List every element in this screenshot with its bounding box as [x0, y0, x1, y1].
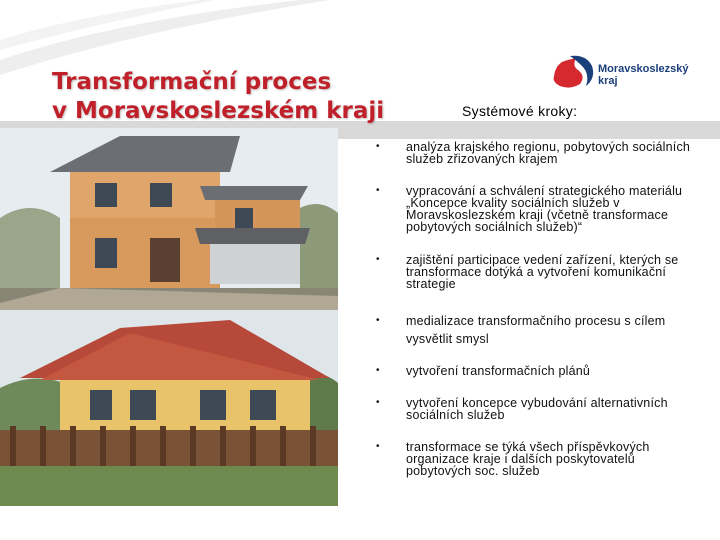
- logo-line-2: kraj: [598, 75, 618, 87]
- list-item: [366, 185, 696, 233]
- bullet: •: [376, 441, 380, 452]
- step-text: vytvoření koncepce vybudování alternativních sociálních služeb: [406, 396, 668, 422]
- bullet: •: [376, 315, 380, 326]
- title-line-1: Transformační proces: [52, 69, 332, 95]
- list-item: [366, 312, 696, 348]
- step-text: vytvoření transformačních plánů: [406, 364, 591, 378]
- bullet: •: [376, 365, 380, 376]
- system-steps-list: [366, 135, 696, 477]
- region-logo-text: [598, 63, 689, 87]
- step-text: vypracování a schválení strategického materiálu „Koncepce kvality sociálních služeb v Moravskoslezském kraji (včetně transformace pobytových sociálních služeb)“: [406, 184, 683, 234]
- bullet: •: [376, 185, 380, 196]
- list-item: [366, 441, 696, 477]
- house-photos-image: [0, 128, 338, 506]
- step-text: zajištění participace vedení zařízení, kterých se transformace dotýká a vytvoření komunikační strategie: [406, 253, 679, 291]
- step-text: medializace transformačního procesu s cílem vysvětlit smysl: [406, 314, 666, 346]
- list-item: [366, 254, 696, 290]
- logo-line-1: Moravskoslezský: [598, 63, 689, 75]
- list-item: [366, 141, 696, 165]
- step-text: transformace se týká všech příspěvkových organizace kraje i dalších poskytovatelů pobytových soc. služeb: [406, 440, 650, 478]
- bullet: •: [376, 397, 380, 408]
- step-text: analýza krajského regionu, pobytových sociálních služeb zřizovaných krajem: [406, 140, 691, 166]
- bullet: •: [376, 141, 380, 152]
- page-title: [52, 68, 384, 126]
- bullet: •: [376, 254, 380, 265]
- list-item: [366, 365, 696, 377]
- section-subtitle: Systémové kroky:: [462, 103, 578, 119]
- title-line-2: v Moravskoslezském kraji: [52, 98, 385, 124]
- list-item: [366, 397, 696, 421]
